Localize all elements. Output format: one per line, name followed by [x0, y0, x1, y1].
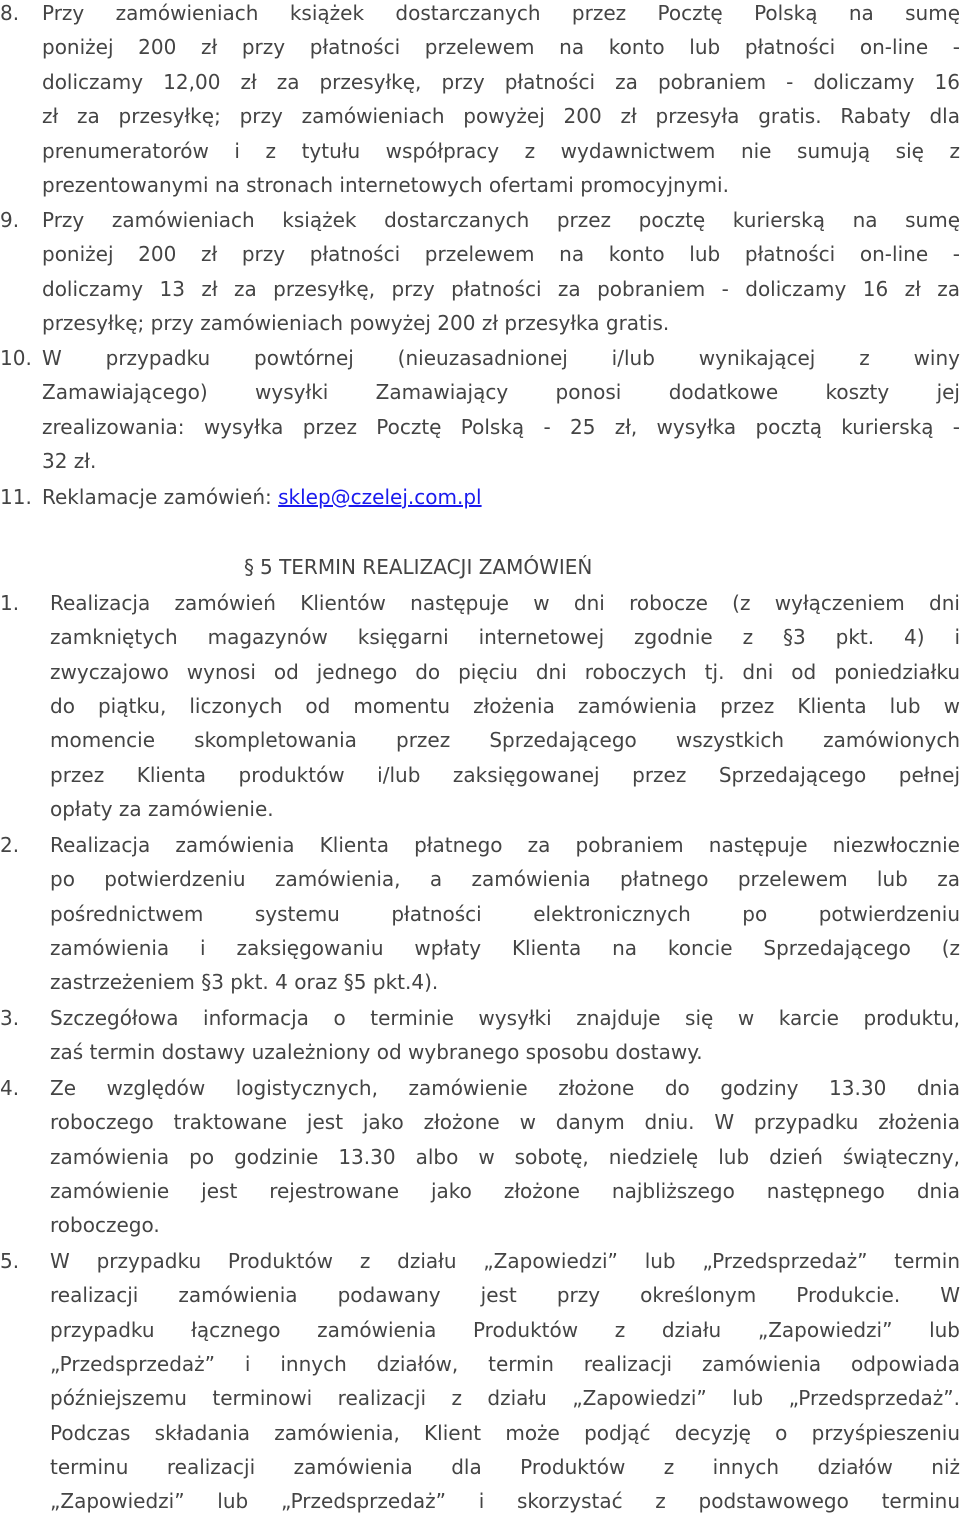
item-number: 8. [0, 1, 20, 25]
item-number: 11. [0, 485, 32, 509]
email-link[interactable]: sklep@czelej.com.pl [278, 485, 482, 509]
text-line: Przy zamówieniach książek dostarczanych przez Pocztę Polską na sumę [42, 1, 960, 25]
item-text [50, 828, 960, 1000]
item-number: 3. [0, 1006, 20, 1030]
section-heading [244, 550, 592, 584]
text-line: zamówienia po godzinie 13.30 albo w sobotę, niedzielę lub dzień świąteczny, [50, 1144, 960, 1169]
section-title: 5 TERMIN REALIZACJI ZAMÓWIEŃ [260, 555, 593, 579]
item-number: 9. [0, 208, 20, 232]
text-line: zrealizowania: wysyłka przez Pocztę Polską - 25 zł, wysyłka pocztą kurierską - [42, 414, 960, 439]
item-number: 5. [0, 1249, 20, 1273]
item-text [50, 1071, 960, 1243]
text-line: zamówienie jest rejestrowane jako złożone najbliższego następnego dnia [50, 1179, 960, 1204]
list-item-8 [0, 0, 960, 202]
text-line: opłaty za zamówienie. [50, 797, 274, 822]
text-line [42, 480, 960, 514]
text-line: doliczamy 13 zł za przesyłkę, przy płatności za pobraniem - doliczamy 16 zł za [42, 276, 960, 301]
item-text [42, 480, 960, 514]
item-text [50, 1001, 960, 1070]
text-line: zamkniętych magazynów księgarni internetowej zgodnie z §3 pkt. 4) i [50, 625, 960, 650]
text-line: późniejszemu terminowi realizacji z działu „Zapowiedzi” lub „Przedsprzedaż”. [50, 1386, 960, 1411]
item-number: 10. [0, 346, 32, 370]
item-number: 4. [0, 1076, 20, 1100]
item-text [50, 586, 960, 826]
list-item-5-2 [0, 828, 960, 1000]
item-text [50, 1244, 960, 1519]
list-item-5-4 [0, 1071, 960, 1243]
text-line: Realizacja zamówienia Klienta płatnego za pobraniem następuje niezwłocznie [50, 833, 960, 857]
text-line: po potwierdzeniu zamówienia, a zamówienia płatnego przelewem lub za [50, 867, 960, 892]
text-line: zaś termin dostawy uzależniony od wybranego sposobu dostawy. [50, 1040, 703, 1065]
text-line: Zamawiającego) wysyłki Zamawiający ponosi dodatkowe koszty jej [42, 380, 960, 405]
list-item-9 [0, 203, 960, 341]
text-line: prezentowanymi na stronach internetowych ofertami promocyjnymi. [42, 173, 729, 198]
text-line: Przy zamówieniach książek dostarczanych przez pocztę kurierską na sumę [42, 208, 960, 232]
list-item-5-1 [0, 586, 960, 826]
text-line: Ze względów logistycznych, zamówienie złożone do godziny 13.30 dnia [50, 1076, 960, 1100]
item-text [42, 341, 960, 479]
item-number: 2. [0, 833, 20, 857]
text-line: zamówienia i zaksięgowaniu wpłaty Klienta na koncie Sprzedającego (z [50, 936, 960, 961]
text-line: zwyczajowo wynosi od jednego do pięciu dni roboczych tj. dni od poniedziałku [50, 659, 960, 684]
text-line: „Zapowiedzi” lub „Przedsprzedaż” i skorzystać z podstawowego terminu [50, 1489, 960, 1514]
section-sign-icon: § [244, 555, 254, 579]
text-line: Szczegółowa informacja o terminie wysyłki znajduje się w karcie produktu, [50, 1006, 960, 1030]
text-line: W przypadku Produktów z działu „Zapowiedzi” lub „Przedsprzedaż” termin [50, 1249, 960, 1273]
item-number: 1. [0, 591, 20, 615]
list-item-5-3 [0, 1001, 960, 1070]
list-item-11 [0, 480, 960, 514]
item-text [42, 203, 960, 341]
list-item-5-5 [0, 1244, 960, 1519]
text-line: momencie skompletowania przez Sprzedającego wszystkich zamówionych [50, 728, 960, 753]
text-line: pośrednictwem systemu płatności elektronicznych po potwierdzeniu [50, 901, 960, 926]
text-line: zastrzeżeniem §3 pkt. 4 oraz §5 pkt.4). [50, 970, 439, 995]
text-line: do piątku, liczonych od momentu złożenia zamówienia przez Klienta lub w [50, 694, 960, 719]
text-line: poniżej 200 zł przy płatności przelewem na konto lub płatności on-line - [42, 35, 960, 60]
list-item-10 [0, 341, 960, 479]
text-line: doliczamy 12,00 zł za przesyłkę, przy płatności za pobraniem - doliczamy 16 [42, 69, 960, 94]
complaints-label: Reklamacje zamówień: [42, 485, 279, 509]
text-line: przesyłkę; przy zamówieniach powyżej 200 zł przesyłka gratis. [42, 311, 670, 336]
text-line: roboczego. [50, 1213, 160, 1238]
text-line: zł za przesyłkę; przy zamówieniach powyżej 200 zł przesyła gratis. Rabaty dla [42, 104, 960, 129]
text-line: poniżej 200 zł przy płatności przelewem na konto lub płatności on-line - [42, 242, 960, 267]
text-line: przez Klienta produktów i/lub zaksięgowanej przez Sprzedającego pełnej [50, 762, 960, 787]
text-line: Realizacja zamówień Klientów następuje w dni robocze (z wyłączeniem dni [50, 591, 960, 615]
text-line: „Przedsprzedaż” i innych działów, termin realizacji zamówienia odpowiada [50, 1352, 960, 1377]
item-text [42, 0, 960, 202]
text-line: roboczego traktowane jest jako złożone w danym dniu. W przypadku złożenia [50, 1110, 960, 1135]
text-line: 32 zł. [42, 449, 97, 474]
text-line: prenumeratorów i z tytułu współpracy z wydawnictwem nie sumują się z [42, 138, 960, 163]
text-line: przypadku łącznego zamówienia Produktów z działu „Zapowiedzi” lub [50, 1317, 960, 1342]
text-line: terminu realizacji zamówienia dla Produktów z innych działów niż [50, 1455, 960, 1480]
text-line: W przypadku powtórnej (nieuzasadnionej i/lub wynikającej z winy [42, 346, 960, 370]
text-line: realizacji zamówienia podawany jest przy określonym Produkcie. W [50, 1283, 960, 1308]
text-line: Podczas składania zamówienia, Klient może podjąć decyzję o przyśpieszeniu [50, 1420, 960, 1445]
